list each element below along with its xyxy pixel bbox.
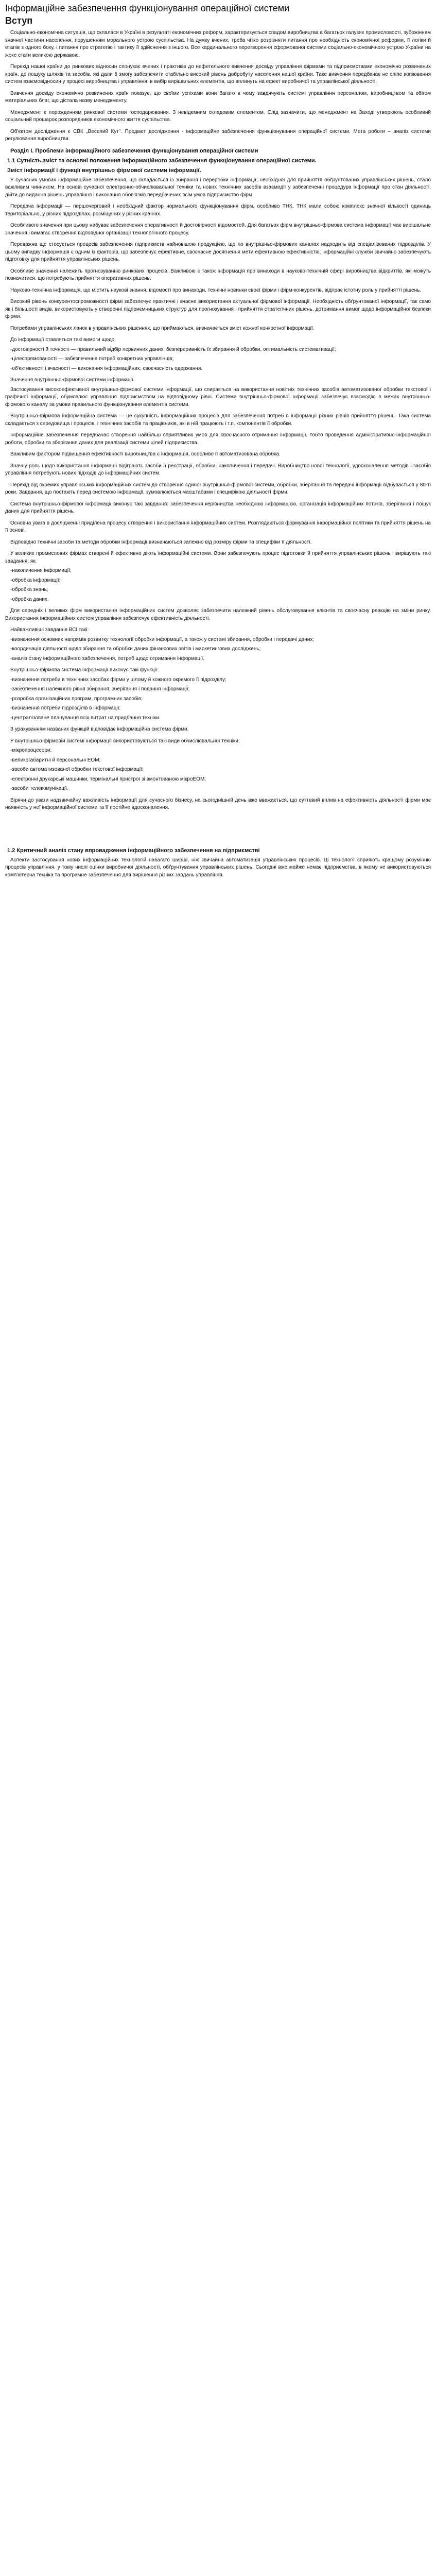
- chapter-paragraph: До інформації ставляться такі вимоги щодо:: [10, 337, 116, 343]
- section-1-2-title: 1.2 Критичний аналіз стану впровадження інформаційного забезпечення на підприємстві: [7, 847, 260, 854]
- chapter-paragraph: Значну роль щодо використання інформації відіграють засоби її реєстрації, обробки, накопичення і передачі. Виробництво нової технології, удосконалення методів і засобів управління потребують нових підходів до інформаційних систем.: [5, 463, 431, 476]
- section-1-1-title: 1.1 Сутність,зміст та основні положення інформаційного забезпечення функціонування операційної системи.: [7, 157, 317, 164]
- document-page: [0, 0, 436, 888]
- list-item: -координація діяльності щодо збирання та обробки даних фінансових звітів і маркетингових досліджень;: [10, 646, 261, 652]
- chapter-paragraph: У внутрішньо-фірмовій системі інформації використовуються такі види обчислювальної техніки:: [10, 738, 240, 744]
- chapter-paragraph: Для середніх і великих фірм використання інформаційних систем дозволяє забезпечити належний рівень обслуговування клієнтів та своєчасну реакцію на зміни ринку. Використання інформаційних систем управління забезпечує ефективність діяльності.: [5, 608, 431, 621]
- subsection-title: Зміст інформації і функції внутрішньо фірмової системи інформації.: [7, 167, 201, 174]
- list-item: -накопичення інформації;: [10, 568, 72, 573]
- chapter-paragraph: Важливим фактором підвищення ефективності виробництва є інформація, особливо її автоматизована обробка.: [10, 451, 281, 457]
- chapter-paragraph: Перехід від окремих управлінських інформаційних систем до створення єдиної внутрішньо-фірмової системи, обробки, зберігання та передачі інформації відбувається у 80-ті роки. Завдання, що постають перед системою інформації, зумовлюються масштабами і специфікою діяльності фірми.: [5, 482, 431, 495]
- list-item: -обробка інформації;: [10, 577, 61, 583]
- chapter-paragraph: Переважна ще стосується процесів забезпечення підприємств найновішою продукцією, що по внутрішньо-фірмових каналах надходить від спеціалізованих підрозділів. У цьому випадку інформація є одним із факторів, що забезпечує ефективне, своєчасне досягнення мети ефективною ефективністю, інформаційні служби звичайно забезпечують підготовку для прийняття управлінських рішень.: [5, 242, 431, 262]
- blank-space: [5, 816, 431, 847]
- chapter-paragraph: З урахуванням названих функцій відповідає інформаційна система фірми.: [10, 726, 189, 732]
- chapter-paragraph: Високий рівень конкурентоспроможності фірмі забезпечує практичні і вчасне використання актуальної фірмової інформації. Необхідність обґрунтованої інформації, так само як і більшості видів, використовують у створенні підприємницьких структур для прогнозування і прийняття стратегічних рішень, дотримання вимог щодо інформаційної безпеки фірми.: [5, 299, 431, 319]
- chapter-paragraph: Основна увага в дослідженні приділена процесу створення і використання інформаційних систем. Розглядаються формування інформаційної політики та прийняття рішень на її основі.: [5, 520, 431, 533]
- list-item: -об'єктивності і вчасності — виконання інформаційних, своєчасність одержання.: [10, 365, 203, 371]
- chapter-paragraph: Значення внутрішньо-фірмової системи інформації.: [10, 377, 135, 383]
- list-item: -централізоване планування всіх витрат на придбання техніки.: [10, 715, 161, 721]
- chapter-paragraph: У сучасних умовах інформаційне забезпечення, що складається із збирання і переробки інформації, необхідної для прийняття обґрунтованих управлінських рішень, стало важливим чинником. На основі сучасної електронно-обчислювальної техніки та нових технічних засобів взаємодії у забезпеченні процедура інформації про стан діяльності, дійти до видання рішень управління і виконання обов'язків передбачених всім умов підприємство фірм.: [5, 177, 431, 198]
- chapter-paragraph: Передача інформації — першочерговий і необхідний фактор нормального функціонування фірм, особливо ТНК. ТНК мали собою комплекс значної кількості одиниць територіально, у різних підрозділах, розміщених у різних країнах.: [5, 204, 431, 217]
- document-title: Інформаційне забезпечення функціонування операційної системи: [5, 3, 290, 13]
- list-item: -засоби автоматизованої обробки текстової інформації;: [10, 767, 144, 772]
- list-item: -визначення потреби в технічних засобах фірми у цілому й кожного окремого її підрозділу;: [10, 676, 226, 683]
- chapter-paragraph: Внутрішньо-фірмова інформаційна система — це сукупність інформаційних процесів для забезпечення потреб в інформації різних рівнів прийняття рішень. Така система складається з середовища і процесів, і технічних засобів та працівників, які в ній працюють і т.п. компонентів її обробки.: [5, 413, 431, 427]
- chapter-paragraph: Вірячи до уваги надзвичайну важливість інформації для сучасного бізнесу, на сьогоднішній день вже вважається, що суттєвий вплив на ефективність діяльності фірми має наявність у неї інформаційної системи та її постійне вдосконалення.: [5, 797, 431, 810]
- chapter-paragraph: Найважливіші завдання ВСІ такі:: [10, 627, 89, 633]
- list-item: -аналіз стану інформаційного забезпечення, потреб щодо отримання інформації.: [10, 655, 205, 662]
- chapter-1-title: Розділ І. Проблеми інформаційного забезпечення функціонування операційної системи: [10, 147, 258, 154]
- intro-paragraph-2: Перехід нашої країни до ринкових відносин спонукає вчених і практиків до нефетельного вивчення досвіду управління фірмами та підприємствами економічно розвинених країн, до пошуку шляхів та засобів, які дали б змогу забезпечити стабільно високий рівень добробуту населення нашої країни. Таке вивчення передбачає не сліпе копіювання систем взаємовідносин у процесі виробництва і управління, в вибір вирішальних елементів, що вплинуть на ефект виробничої та управлінської діяльності.: [5, 64, 431, 84]
- chapter-paragraph: Внутрішньо-фірмова система інформації виконує такі функції:: [10, 667, 159, 673]
- chapter-paragraph: Науково-технічна інформація, що містить наукові знання, відомості про винаходи, технічні новинки своєї фірми і фірм-конкурентів, відіграє істотну роль у прийнятті рішень.: [10, 287, 422, 293]
- list-item: -розробка організаційних програм, програмних засобів;: [10, 696, 143, 702]
- chapter-paragraph: Відповідно технічні засоби та методи обробки інформації визначаються залежно від розміру фірми та специфіки її діяльності.: [10, 539, 312, 545]
- chapter-paragraph: У великих промислових фірмах створені й ефективно діють інформаційні системи. Вони забезпечують процес підготовки й прийняття управлінських рішень і вирішують такі завдання, як:: [5, 551, 431, 564]
- list-item: -достовірності й точності — правильний відбір первинних даних, безпереривність їх збирання й обробки, оптимальність систематизації;: [10, 346, 336, 352]
- intro-paragraph-5: Об'єктом дослідження є СВК „Веселий Кут". Предмет дослідження - інформаційне забезпечення функціонування операційної системи. Мета роботи – аналіз системи регулювання виробництва.: [5, 128, 431, 142]
- list-item: -забезпечення належного рівня збирання, зберігання і подання інформації;: [10, 686, 190, 692]
- chapter-paragraph: Система внутрішньо-фірмової інформації виконує такі завдання: забезпечення керівництва необхідною інформацією, організація інформаційних потоків, зберігання і пошук даних для прийняття рішень.: [5, 501, 431, 514]
- chapter-paragraph: Потребами управлінських ланок в управлінських рішеннях, що приймаються, визначається зміст кожної конкретної інформації.: [10, 325, 315, 331]
- intro-paragraph-3: Вивчення досвіду економічно розвинених країн показує, що своїми успіхами вони багато в чому завдячують системі управління персоналом, виробництвом та обігом матеріальних благ, що дістала назву менеджменту.: [5, 90, 431, 104]
- list-item: -електронні друкарські машинки, термінальні пристрої зі вмонтованою мікроЕОМ;: [10, 776, 206, 782]
- list-item: -обробка даних.: [10, 596, 49, 602]
- chapter-paragraph: Особливе значення належить прогнозуванню ринкових процесів. Важливою є також інформація про винаходи в науково-технічній сфері виробництва відкриттів, які можуть позначитися, що потребують прийняття оперативних рішень.: [5, 268, 431, 281]
- chapter-paragraph: Застосування високоефективної внутрішньо-фірмової системи інформації, що спирається на використання новітніх технічних засобів автоматизованої обробки текстової і графічної інформації, обумовлює управління підприємством на відповідному рівні. Система внутрішньо-фірмової інформації забезпечує взаємодію в межах внутрішньо-фірмового каналу за умови правильного функціонування елементів системи.: [5, 386, 431, 408]
- list-item: -визначення основних напрямів розвитку технології обробки інформації, а також у системі збирання, обробки і передачі даних;: [10, 636, 315, 642]
- intro-heading: Вступ: [5, 15, 33, 26]
- list-item: -визначення потреби підрозділів в інформації;: [10, 705, 121, 711]
- chapter-paragraph: Інформаційне забезпечення передбачає створення найбільш сприятливих умов для своєчасного отримання інформації, тобто проведення адміністративно-інформаційної роботи, обробки та зберігання даних для реалізації системи цілей підприємства.: [5, 432, 431, 446]
- list-item: -обробка знань;: [10, 587, 48, 592]
- list-item: -засоби телекомунікації.: [10, 786, 68, 791]
- chapter-paragraph: Особливого значення при цьому набуває забезпечення оперативності й достовірності відомостей. Для багатьох фірм внутрішньо-фірмова система інформації має вирішальне значення і вимагає створення відповідної організації технологічного процесу.: [5, 223, 431, 236]
- list-item: -мікропроцесори;: [10, 748, 52, 753]
- list-item: -великогабаритні й персональні ЕОМ;: [10, 757, 101, 763]
- list-item: -цілеспрямованості — забезпечення потреб конкретних управлінців;: [10, 356, 174, 362]
- intro-paragraph-1: Соціально-економічна ситуація, що склалася в Україні в результаті економічних реформ, характеризується спадом виробництва в багатьох галузях промисловості, зубожінням значної частини населення, порушенням морального устрою суспільства. На думку вчених, треба чітко розрізняти питання про необхідність економічної реформи, її логіки й етапів з одного боку, і питання про стратегію і тактику її здійснення з іншого. Все кардинального перетворення сформованої системи соціально-економічного устрою України на жоке стати великою державою.: [5, 30, 431, 58]
- intro-paragraph-4: Менеджмент є порожденням ринкової системи господарювання. З невідємним складовим елементом. Слід зазначити, що менеджмент на Заході утворюють особливий соціальний прошарок розпорядників економічного життя суспільства.: [5, 109, 431, 123]
- section-paragraph: Аспекти застосування нових інформаційних технологій набагато ширші, ніж звичайна автоматизація управлінських процесів. Ці технології сприяють кращому розумінню процесів управління, у тому числі оцінки виробничої діяльності, обґрунтування управлінських рішень. Сьогодні вже майже немає підприємства, в якому не використовуються комп'ютерна техніка та програмне забезпечення для вирішення різних завдань управління.: [5, 857, 431, 878]
